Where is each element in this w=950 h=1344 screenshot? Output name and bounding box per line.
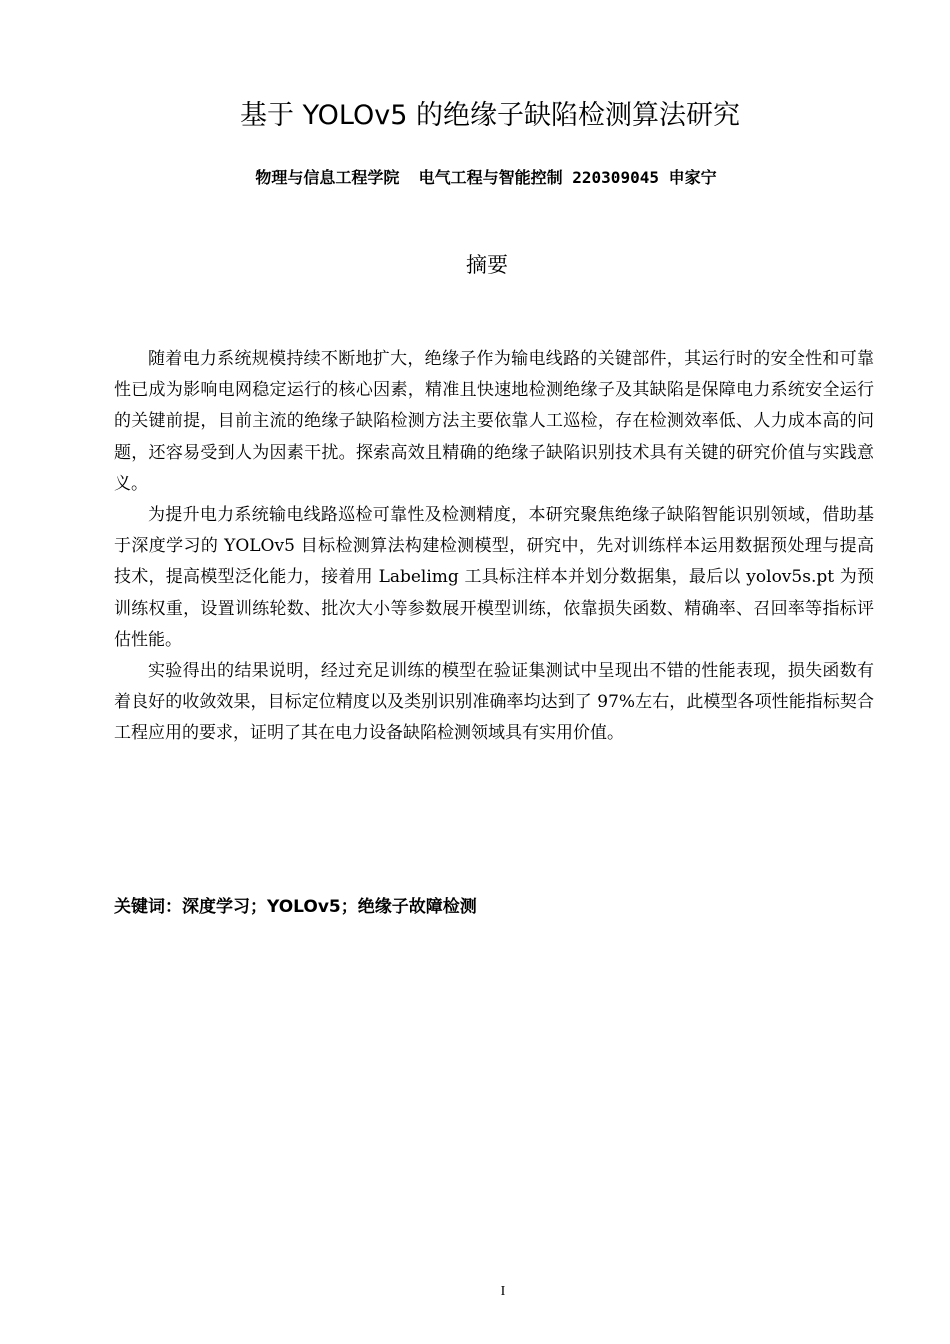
author-line: 物理与信息工程学院 电气工程与智能控制 220309045 申家宁 — [255, 168, 717, 187]
page-number: I — [500, 1284, 506, 1299]
abstract-heading: 摘要 — [466, 253, 508, 277]
paper-title: 基于 YOLOv5 的绝缘子缺陷检测算法研究 — [240, 100, 740, 131]
abstract-paragraph-3: 实验得出的结果说明，经过充足训练的模型在验证集测试中呈现出不错的性能表现，损失函数有着良好的收敛效果，目标定位精度以及类别识别准确率均达到了 97%左右，此模型各项性能指标契合工程应用的要求，证明了其在电力设备缺陷检测领域具有实用价值。 — [114, 661, 874, 744]
abstract-body — [114, 344, 874, 750]
abstract-paragraph-2: 为提升电力系统输电线路巡检可靠性及检测精度，本研究聚焦绝缘子缺陷智能识别领域，借助基于深度学习的 YOLOv5 目标检测算法构建检测模型，研究中，先对训练样本运用数据预处理与提高技术，提高模型泛化能力，接着用 Labelimg 工具标注样本并划分数据集，最后以 yolov5s.pt 为预训练权重，设置训练轮数、批次大小等参数展开模型训练，依靠损失函数、精确率、召回率等指标评估性能。 — [114, 505, 874, 650]
keywords-line: 关键词：深度学习；YOLOv5；绝缘子故障检测 — [114, 897, 477, 917]
abstract-paragraph-1: 随着电力系统规模持续不断地扩大，绝缘子作为输电线路的关键部件，其运行时的安全性和可靠性已成为影响电网稳定运行的核心因素，精准且快速地检测绝缘子及其缺陷是保障电力系统安全运行的关键前提，目前主流的绝缘子缺陷检测方法主要依靠人工巡检，存在检测效率低、人力成本高的问题，还容易受到人为因素干扰。探索高效且精确的绝缘子缺陷识别技术具有关键的研究价值与实践意义。 — [114, 349, 874, 494]
